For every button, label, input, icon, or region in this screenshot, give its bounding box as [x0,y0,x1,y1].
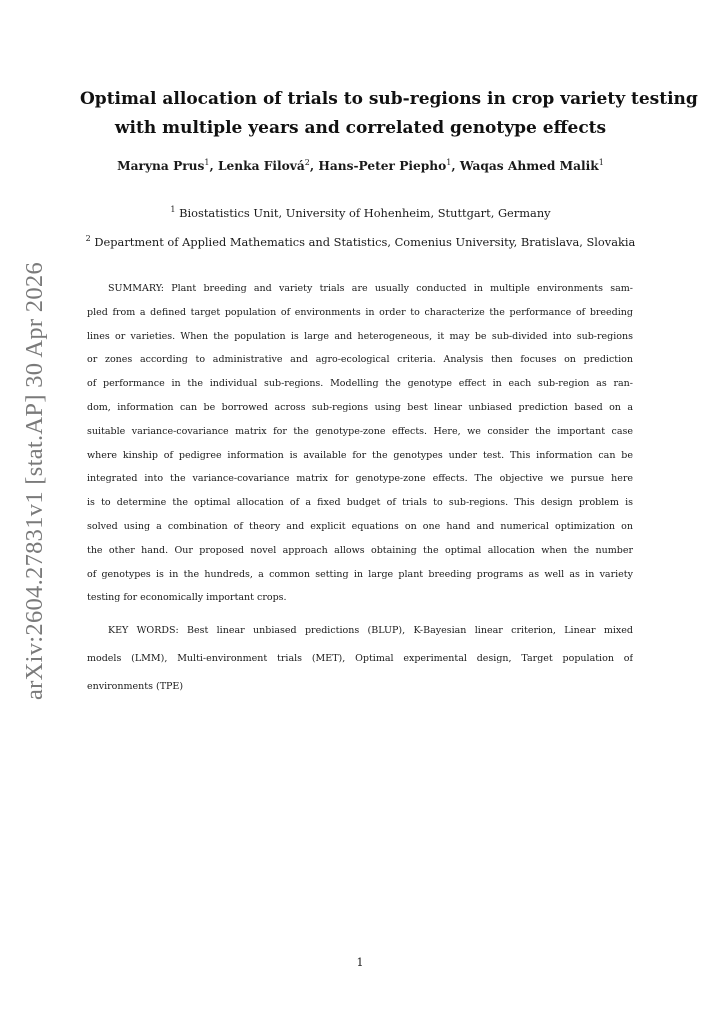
abstract-line: of performance in the individual sub-regions. Modelling the genotype effect in each sub-region as ran- [87,378,633,390]
author-name: Lenka Filová [217,159,305,173]
affiliation-1 [60,206,661,220]
author-name: Maryna Prus [117,159,205,173]
abstract-line: dom, information can be borrowed across sub-regions using best linear unbiased prediction based on a [87,401,633,413]
author-separator: , [209,159,218,173]
paper-title [80,85,698,143]
affiliation-mark: 2 [85,234,91,243]
abstract-line: SUMMARY: Plant breeding and variety trials are usually conducted in multiple environments sam- [108,283,633,294]
author-list [60,159,661,173]
abstract-line: of genotypes is in the hundreds, a common setting in large plant breeding programs as well as in variety [87,568,633,580]
author-name: Hans-Peter Piepho [318,159,447,173]
affiliation-2 [60,235,661,249]
paper-title-line-1: Optimal allocation of trials to sub-regions in crop variety testing [80,89,698,109]
abstract-line: pled from a defined target population of environments in order to characterize the performance of breeding [87,306,633,318]
arxiv-identifier-stamp [13,262,57,700]
abstract-line: lines or varieties. When the population is large and heterogeneous, it may be sub-divided into sub-regions [87,330,633,342]
key-words [87,617,633,701]
author-affiliation-mark: 1 [446,158,452,167]
abstract-line: integrated into the variance-covariance matrix for genotype-zone effects. The objective we pursue here [87,473,633,485]
abstract-line: testing for economically important crops. [87,592,287,604]
paper-title-line-2: with multiple years and correlated genotype effects [114,118,607,138]
abstract-line: is to determine the optimal allocation of a fixed budget of trials to sub-regions. This design problem is [87,497,633,509]
author-affiliation-mark: 1 [204,158,210,167]
author-separator: , [451,159,460,173]
abstract-summary [87,277,633,610]
abstract-line: where kinship of pedigree information is available for the genotypes under test. This information can be [87,449,633,461]
affiliation-text: Department of Applied Mathematics and Statistics, Comenius University, Bratislava, Slovakia [94,235,636,249]
keywords-line: models (LMM), Multi-environment trials (MET), Optimal experimental design, Target population of [87,653,633,664]
abstract-line: solved using a combination of theory and explicit equations on one hand and numerical optimization on [87,520,633,532]
abstract-line: suitable variance-covariance matrix for the genotype-zone effects. Here, we consider the important case [87,425,633,437]
affiliation-text: Biostatistics Unit, University of Hohenheim, Stuttgart, Germany [179,206,551,220]
abstract-line: the other hand. Our proposed novel approach allows obtaining the optimal allocation when the number [87,544,633,556]
abstract-line: or zones according to administrative and agro-ecological criteria. Analysis then focuses on prediction [87,354,633,366]
author-affiliation-mark: 1 [598,158,604,167]
keywords-line: KEY WORDS: Best linear unbiased predictions (BLUP), K-Bayesian linear criterion, Linear mixed [108,625,633,636]
arxiv-identifier-text: arXiv:2604.27831v1 [stat.AP] 30 Apr 2026 [21,262,48,700]
author-separator: , [309,159,319,173]
author-name: Waqas Ahmed Malik [459,159,599,173]
keywords-line: environments (TPE) [87,681,184,692]
author-affiliation-mark: 2 [304,158,310,167]
affiliation-mark: 1 [170,205,176,214]
page-number: 1 [356,956,364,969]
